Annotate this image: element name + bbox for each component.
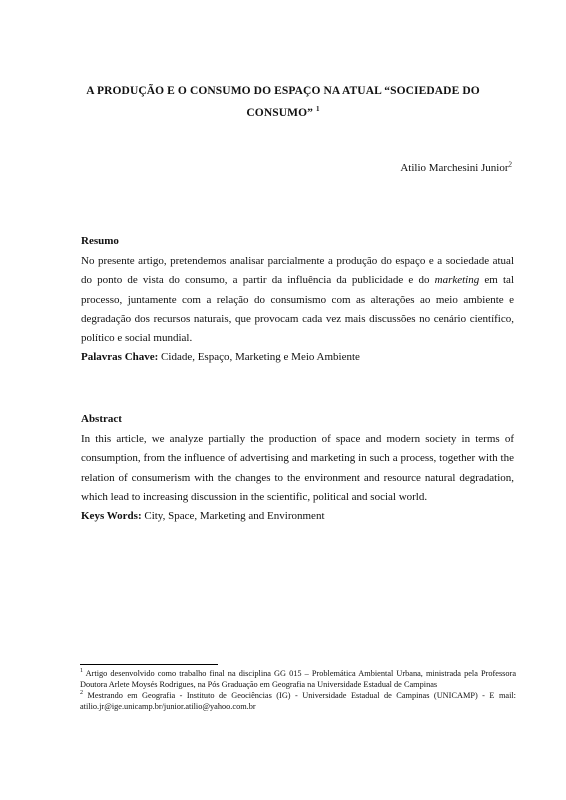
resumo-body xyxy=(81,252,514,348)
abstract-heading: Abstract xyxy=(81,413,122,425)
footnote-2-number: 2 xyxy=(80,690,83,697)
resumo-keywords xyxy=(81,348,514,367)
author-footnote-ref: 2 xyxy=(508,160,512,169)
footnote-1 xyxy=(80,669,516,690)
abstract-keywords-label: Keys Words: xyxy=(81,510,142,523)
footnote-1-number: 1 xyxy=(80,668,83,675)
title-footnote-ref: 1 xyxy=(315,105,320,114)
author-name: Atilio Marchesini Junior xyxy=(400,162,509,174)
resumo-heading: Resumo xyxy=(81,235,119,247)
title-text: A PRODUÇÃO E O CONSUMO DO ESPAÇO NA ATUAL “SOCIEDADE DO CONSUMO” xyxy=(86,85,480,119)
resumo-text-after: em tal processo, juntamente com a relação do consumismo com as alterações ao meio ambiente e degradação dos recursos naturais, que provocam cada vez mais discussões no cenário científico, político e social mundial. xyxy=(81,274,514,345)
resumo-text-before: No presente artigo, pretendemos analisar parcialmente a produção do espaço e a sociedade atual do ponto de vista do consumo, a partir da influência da publicidade e do xyxy=(81,255,514,287)
resumo-keywords-value: Cidade, Espaço, Marketing e Meio Ambiente xyxy=(161,351,360,364)
abstract-keywords xyxy=(81,507,514,526)
footnote-1-text: Artigo desenvolvido como trabalho final na disciplina GG 015 – Problemática Ambiental Urbana, ministrada pela Professora Doutora Arlete Moysés Rodrigues, na Pós Graduação em Geografia na Universidade Estadual de Campinas xyxy=(80,669,517,689)
resumo-section xyxy=(81,232,514,367)
footnote-2-text: Mestrando em Geografia - Instituto de Geociências (IG) - Universidade Estadual de Campinas (UNICAMP) - E mail: atilio.jr@ige.unicamp.br/junior.atilio@yahoo.com.br xyxy=(80,691,516,711)
abstract-section xyxy=(81,410,514,526)
footnote-2 xyxy=(80,691,516,712)
footnote-separator xyxy=(80,664,218,665)
abstract-body: In this article, we analyze partially the production of space and modern society in terms of consumption, from the influence of advertising and marketing in such a process, together with the relation of consumerism with the changes to the environment and resource natural degradation, which lead to increasing discussion in the scientific, political and social world. xyxy=(81,433,514,503)
abstract-keywords-value: City, Space, Marketing and Environment xyxy=(144,510,325,523)
author-line xyxy=(400,162,512,174)
resumo-keywords-label: Palavras Chave: xyxy=(81,351,159,364)
article-title xyxy=(80,80,486,124)
footnotes xyxy=(80,669,516,713)
resumo-italic-word: marketing xyxy=(434,274,480,287)
